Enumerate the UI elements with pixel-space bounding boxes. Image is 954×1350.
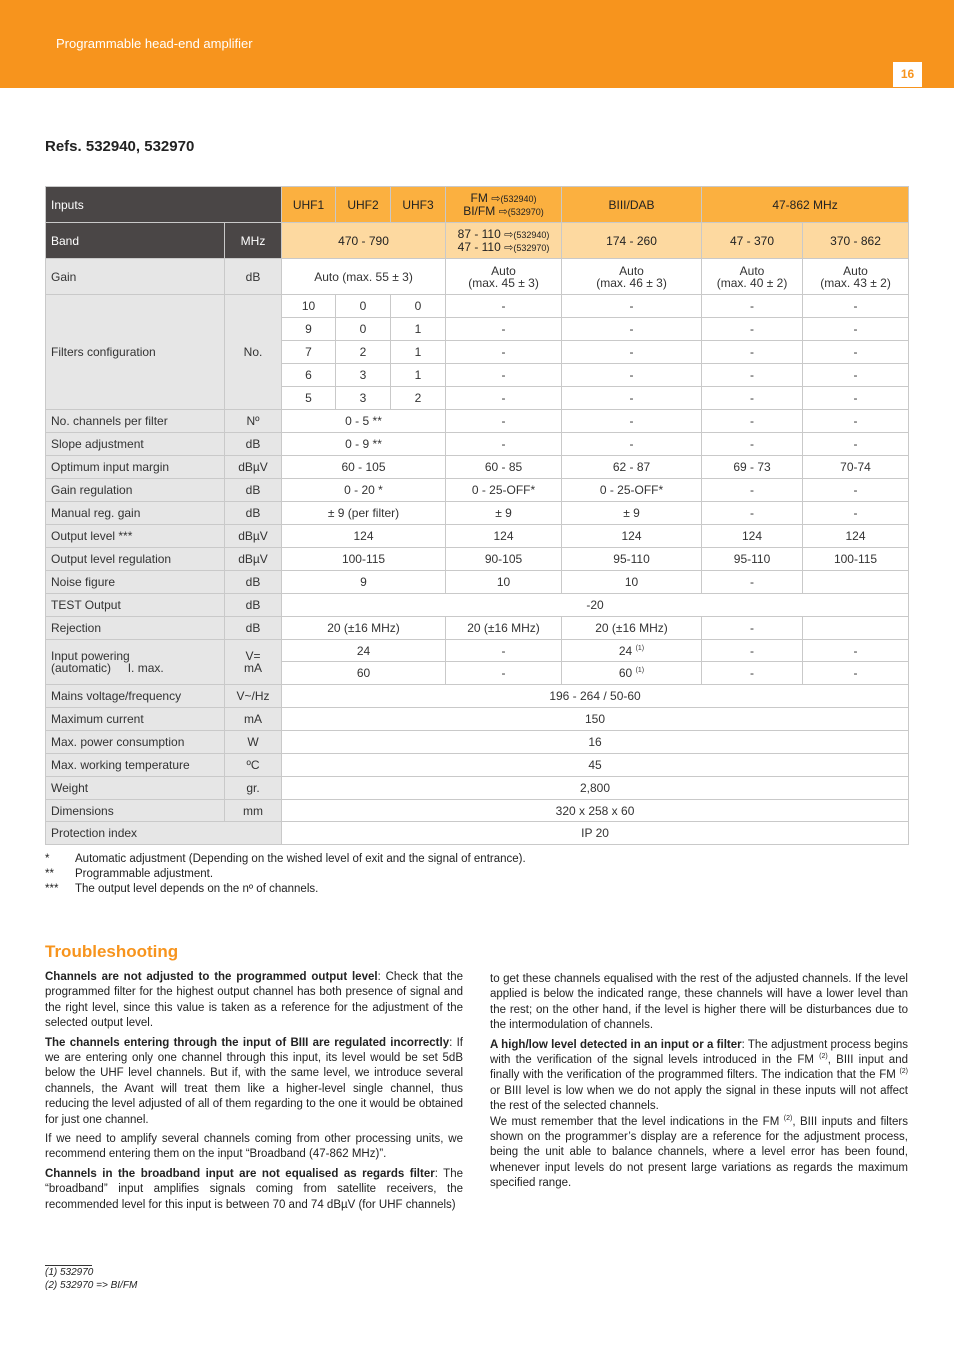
- outreg-row: Output level regulation dBµV 100-115 90-105 95-110 95-110 100-115: [46, 548, 909, 571]
- paragraph: Channels are not adjusted to the programmed output level: Check that the programmed filter for the highest output channel has both presence of signal and the right level, since this value is taken as a reference for the adjustment of the selected output level.: [45, 971, 464, 1030]
- gain-row: Gain dB Auto (max. 55 ± 3) Auto (max. 45 ± 3) Auto (max. 46 ± 3) Auto (max. 40 ± 2) Auto (max. 43 ± 2): [46, 259, 909, 295]
- band-row: Band MHz 470 - 790 87 - 110 ⇨(532940) 47 - 110 ⇨(532970) 174 - 260 47 - 370 370 - 862: [46, 223, 909, 259]
- troubleshooting-title: Troubleshooting: [45, 942, 179, 961]
- protection-row: Protection index IP 20: [46, 822, 909, 845]
- troubleshooting-left-column: [45, 970, 463, 1217]
- filters-row: Filters configuration No. 10 0 0 - - - -: [46, 295, 909, 318]
- paragraph: We must remember that the level indications in the FM $^{(2)}$, BIII inputs and filters shown on the programmer’s display are a reference for the adjustment process, being the unit able to balance channels, where a level error has been found, whenever input levels do not present large variations as regards the maximum specified range.: [490, 1114, 908, 1190]
- col-47-862: 47-862 MHz: [702, 187, 909, 223]
- noise-row: Noise figure dB 9 10 10 -: [46, 571, 909, 594]
- outlevel-row: Output level *** dBµV 124 124 124 124 124: [46, 525, 909, 548]
- col-fm-b: BI/FM: [463, 203, 496, 218]
- table-header-row: [46, 187, 909, 223]
- paragraph: to get these channels equalised with the rest of the adjusted channels. If the level applied is below the indicated range, these channels will have a lower level than the rest; on the other hand, if the level is higher there will be disturbances due to the intermodulation of channels.: [490, 973, 908, 1032]
- footnote-2: (2) 532970 => BI/FM: [45, 1280, 138, 1291]
- paragraph: A high/low level detected in an input or a filter: The adjustment process begins with the verification of the signal levels introduced in the FM $^{(2)}$, BIII input and finally with the verification of the programmed filters. The indication that the FM $^{(2)}$ or BIII level is low when we do not apply the signal in these inputs will not affect the rest of the selected channels.: [490, 1038, 909, 1113]
- footnote-1: (1) 532970: [45, 1267, 94, 1278]
- filters-row: 5 3 2 - - - -: [46, 387, 909, 410]
- rejection-row: Rejection dB 20 (±16 MHz) 20 (±16 MHz) 20 (±16 MHz) -: [46, 617, 909, 640]
- col-uhf2: UHF2: [336, 187, 391, 223]
- channels-row: No. channels per filter Nº 0 - 5 ** - - - -: [46, 410, 909, 433]
- paragraph: If we need to amplify several channels coming from other processing units, we recommend entering them on the input “Broadband (47-862 MHz)”.: [45, 1133, 463, 1161]
- arrow-icon: ⇨: [491, 192, 501, 205]
- current-row: Maximum current mA 150: [46, 708, 909, 731]
- manual-row: Manual reg. gain dB ± 9 (per filter) ± 9 ± 9 - -: [46, 502, 909, 525]
- page-number: 16: [893, 62, 922, 87]
- col-uhf3: UHF3: [391, 187, 446, 223]
- margin-row: Optimum input margin dBµV 60 - 105 60 - 85 62 - 87 69 - 73 70-74: [46, 456, 909, 479]
- test-row: TEST Output dB -20: [46, 594, 909, 617]
- filters-row: 9 0 1 - - - -: [46, 318, 909, 341]
- arrow-icon: ⇨: [504, 228, 514, 241]
- gainreg-row: Gain regulation dB 0 - 20 * 0 - 25-OFF* 0 - 25-OFF* - -: [46, 479, 909, 502]
- footnote-divider: [45, 1265, 92, 1266]
- slope-row: Slope adjustment dB 0 - 9 ** - - - -: [46, 433, 909, 456]
- spec-table: [45, 186, 909, 845]
- paragraph: The channels entering through the input of BIII are regulated incorrectly: If we are entering only one channel through this input, its level would be set 5dB below the UHF level channels. But if, with the same level, we introduce several channels, the Avant will treat them like a higher-level single channel, thus reducing the level adjusted of all of them regarding to the one it would be obtained for just one channel.: [45, 1036, 464, 1126]
- inputs-label: Inputs: [46, 187, 282, 223]
- powering-row: Input powering (automatic) I. max. V= mA 24 - 24 $^{(1)}$ - -: [46, 640, 909, 662]
- col-uhf1: UHF1: [282, 187, 336, 223]
- refs-title: Refs. 532940, 532970: [45, 138, 195, 155]
- paragraph: Channels in the broadband input are not equalised as regards filter: The “broadband” input amplifies signals coming from satellite receivers, the recommended level for this input is between 70 and 74 dBµV (for UHF channels): [45, 1167, 463, 1211]
- arrow-icon: ⇨: [498, 205, 508, 218]
- mains-row: Mains voltage/frequency V~/Hz 196 - 264 / 50-60: [46, 685, 909, 708]
- col-fm: FM ⇨(532940) BI/FM ⇨(532970): [446, 187, 562, 223]
- weight-row: Weight gr. 2,800: [46, 777, 909, 800]
- col-biii: BIII/DAB: [562, 187, 702, 223]
- col-fm-a: FM: [470, 190, 488, 205]
- powering-row-2: 60 - 60 $^{(1)}$ - -: [46, 662, 909, 685]
- page-header: [0, 0, 954, 88]
- filters-row: 7 2 1 - - - -: [46, 341, 909, 364]
- dims-row: Dimensions mm 320 x 258 x 60: [46, 800, 909, 822]
- temp-row: Max. working temperature ºC 45: [46, 754, 909, 777]
- arrow-icon: ⇨: [504, 241, 514, 254]
- header-title: Programmable head-end amplifier: [56, 36, 253, 51]
- filters-row: 6 3 1 - - - -: [46, 364, 909, 387]
- power-row: Max. power consumption W 16: [46, 731, 909, 754]
- troubleshooting-right-column: [490, 972, 908, 1196]
